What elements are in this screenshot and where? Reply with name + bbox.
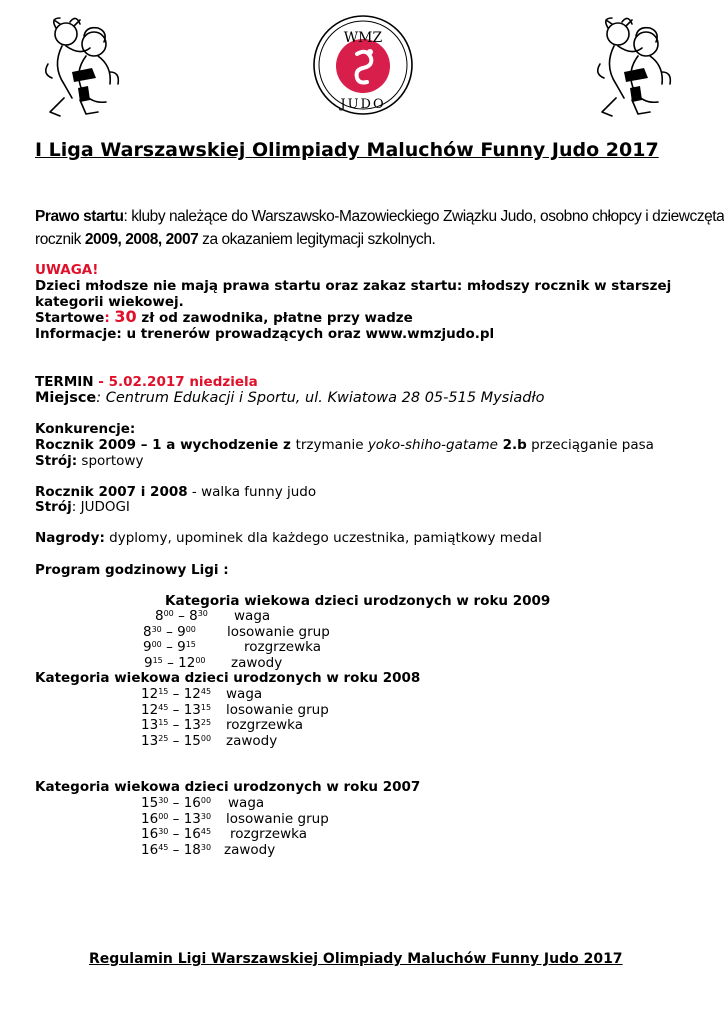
schedule-activity: losowanie grup bbox=[226, 701, 329, 718]
prawo-startu-line1 bbox=[35, 207, 724, 227]
rocznik-2009-line bbox=[35, 437, 654, 453]
time-start-hour: 8 bbox=[155, 608, 164, 624]
time-end-hour: 12 bbox=[178, 654, 196, 671]
rocznik-2009-technique: yoko-shiho-gatame bbox=[367, 437, 498, 453]
time-dash: – bbox=[161, 639, 178, 655]
schedule-time bbox=[155, 608, 208, 624]
schedule-activity: waga bbox=[234, 608, 271, 624]
schedule-activity: rozgrzewka bbox=[244, 639, 322, 655]
time-dash: – bbox=[168, 717, 184, 733]
prawo-startu-line2 bbox=[35, 230, 435, 250]
time-end-minute: 30 bbox=[200, 811, 212, 821]
time-start-hour: 16 bbox=[141, 810, 159, 827]
schedule-time bbox=[141, 795, 211, 811]
time-end-hour: 18 bbox=[183, 841, 201, 858]
time-end-hour: 9 bbox=[177, 623, 186, 640]
footer-regulamin: Regulamin Ligi Warszawskiej Olimpiady Maluchów Funny Judo 2017 bbox=[89, 951, 623, 967]
judo-kids-illustration-left bbox=[36, 14, 126, 120]
time-start-minute: 15 bbox=[152, 655, 163, 665]
time-end-minute: 00 bbox=[200, 733, 212, 743]
time-end-hour: 9 bbox=[177, 639, 186, 655]
startowe-label: Startowe bbox=[35, 310, 105, 326]
kat-2009-title: Kategoria wiekowa dzieci urodzonych w roku 2009 bbox=[165, 593, 551, 609]
kat-2007-title: Kategoria wiekowa dzieci urodzonych w roku 2007 bbox=[35, 779, 421, 795]
time-end-hour: 13 bbox=[183, 810, 201, 827]
miejsce-line bbox=[35, 389, 544, 407]
rocznik-suffix: za okazaniem legitymacji szkolnych. bbox=[198, 231, 436, 248]
stroj-2-line bbox=[35, 499, 130, 515]
judo-kids-illustration-right bbox=[588, 14, 678, 120]
time-start-hour: 13 bbox=[141, 717, 159, 733]
nagrody-value: dyplomy, upominek dla każdego uczestnika, pamiątkowy medal bbox=[104, 530, 542, 546]
rocznik-2007-label: Rocznik 2007 i 2008 bbox=[35, 484, 188, 500]
termin-date: 5.02.2017 niedziela bbox=[108, 374, 258, 390]
time-start-minute: 30 bbox=[151, 624, 162, 634]
startowe-amount: 30 bbox=[114, 307, 137, 326]
schedule-time bbox=[141, 733, 211, 749]
uwaga-line2: kategorii wiekowej. bbox=[35, 294, 184, 310]
time-end-minute: 00 bbox=[200, 796, 212, 805]
logo-top-text: WMZ bbox=[343, 30, 383, 46]
stroj-1-line bbox=[35, 453, 143, 469]
time-dash: – bbox=[173, 608, 190, 624]
time-end-minute: 30 bbox=[197, 609, 208, 618]
time-start-minute: 25 bbox=[158, 733, 169, 743]
time-start-hour: 12 bbox=[141, 686, 159, 702]
termin-line bbox=[35, 374, 258, 390]
time-start-minute: 30 bbox=[158, 827, 169, 836]
program-label: Program godzinowy Ligi : bbox=[35, 562, 229, 578]
nagrody-label: Nagrody: bbox=[35, 530, 105, 546]
stroj-1-label: Strój: bbox=[35, 453, 78, 469]
kat-2008-title: Kategoria wiekowa dzieci urodzonych w roku 2008 bbox=[35, 670, 421, 686]
schedule-time bbox=[141, 686, 211, 702]
rocznik-2007-value: - walka funny judo bbox=[187, 484, 317, 500]
konkurencje-label: Konkurencje: bbox=[35, 421, 136, 437]
rocznik-2009-end: przeciąganie pasa bbox=[526, 437, 654, 453]
rocznik-2009-b: 2.b bbox=[497, 437, 527, 453]
time-end-minute: 00 bbox=[185, 624, 196, 634]
schedule-activity: zawody bbox=[226, 732, 278, 749]
rocznik-2007-line bbox=[35, 484, 316, 500]
schedule-time bbox=[143, 639, 196, 655]
time-dash: – bbox=[168, 701, 184, 718]
time-start-hour: 12 bbox=[141, 701, 159, 718]
schedule-time bbox=[141, 702, 211, 718]
time-end-minute: 30 bbox=[200, 842, 212, 852]
time-end-hour: 15 bbox=[183, 732, 201, 749]
startowe-rest: zł od zawodnika, płatne przy wadze bbox=[136, 310, 413, 326]
rocznik-years: 2009, 2008, 2007 bbox=[84, 231, 199, 248]
time-start-minute: 30 bbox=[158, 796, 169, 805]
time-start-hour: 16 bbox=[141, 841, 159, 858]
time-end-hour: 13 bbox=[183, 701, 201, 718]
time-dash: – bbox=[168, 810, 184, 827]
prawo-startu-label: Prawo startu bbox=[35, 208, 124, 225]
time-start-minute: 15 bbox=[158, 718, 169, 727]
schedule-time bbox=[141, 842, 211, 858]
startowe-line bbox=[35, 309, 413, 326]
time-end-minute: 15 bbox=[200, 702, 212, 712]
schedule-time bbox=[144, 655, 206, 671]
time-dash: – bbox=[168, 686, 184, 702]
schedule-time bbox=[141, 717, 211, 733]
time-end-minute: 45 bbox=[200, 687, 212, 696]
time-dash: – bbox=[168, 795, 184, 811]
page-title: I Liga Warszawskiej Olimpiady Maluchów Funny Judo 2017 bbox=[35, 139, 659, 161]
termin-sep: - bbox=[93, 374, 109, 390]
time-end-hour: 13 bbox=[183, 717, 201, 733]
time-start-minute: 15 bbox=[158, 687, 169, 696]
time-start-minute: 00 bbox=[163, 609, 174, 618]
prawo-startu-text: : kluby należące do Warszawsko-Mazowieckiego Związku Judo, osobno chłopcy i dziewczęta bbox=[123, 208, 724, 225]
miejsce-label: Miejsce bbox=[35, 390, 97, 406]
rocznik-prefix: rocznik bbox=[35, 231, 85, 248]
time-start-hour: 9 bbox=[143, 639, 152, 655]
time-start-minute: 00 bbox=[151, 640, 162, 649]
schedule-activity: zawody bbox=[224, 841, 276, 858]
stroj-1-value: sportowy bbox=[77, 453, 144, 469]
time-dash: – bbox=[168, 841, 184, 858]
schedule-activity: losowanie grup bbox=[226, 810, 329, 827]
time-end-minute: 45 bbox=[200, 827, 212, 836]
informacje-line: Informacje: u trenerów prowadzących oraz www.wmzjudo.pl bbox=[35, 326, 495, 342]
logo-bottom-text: JUDO bbox=[340, 97, 386, 112]
time-start-minute: 45 bbox=[158, 842, 169, 852]
time-end-minute: 15 bbox=[185, 640, 196, 649]
rocznik-2009-mid: trzymanie bbox=[295, 437, 368, 453]
time-end-hour: 16 bbox=[183, 795, 201, 811]
schedule-activity: rozgrzewka bbox=[230, 826, 308, 842]
schedule-time bbox=[141, 826, 211, 842]
time-end-hour: 12 bbox=[183, 686, 201, 702]
time-start-minute: 45 bbox=[158, 702, 169, 712]
schedule-activity: losowanie grup bbox=[227, 623, 330, 640]
time-dash: – bbox=[168, 826, 184, 842]
schedule-activity: zawody bbox=[231, 654, 283, 671]
time-start-hour: 13 bbox=[141, 732, 159, 749]
schedule-activity: waga bbox=[226, 686, 263, 702]
rocznik-2009-label: Rocznik 2009 – 1 a wychodzenie z bbox=[35, 437, 296, 453]
time-dash: – bbox=[162, 654, 179, 671]
time-start-hour: 15 bbox=[141, 795, 159, 811]
termin-label: TERMIN bbox=[35, 374, 94, 390]
time-end-minute: 00 bbox=[195, 655, 206, 665]
schedule-activity: rozgrzewka bbox=[226, 717, 304, 733]
schedule-activity: waga bbox=[228, 795, 265, 811]
time-end-minute: 25 bbox=[200, 718, 212, 727]
startowe-colon: : bbox=[104, 310, 115, 326]
time-start-hour: 16 bbox=[141, 826, 159, 842]
nagrody-line bbox=[35, 530, 542, 546]
time-end-hour: 8 bbox=[189, 608, 198, 624]
schedule-time bbox=[143, 624, 196, 640]
time-dash: – bbox=[168, 732, 184, 749]
time-end-hour: 16 bbox=[183, 826, 201, 842]
uwaga-label: UWAGA! bbox=[35, 262, 99, 278]
uwaga-line1: Dzieci młodsze nie mają prawa startu oraz zakaz startu: młodszy rocznik w starszej bbox=[35, 278, 672, 294]
time-start-hour: 9 bbox=[144, 654, 153, 671]
time-start-hour: 8 bbox=[143, 623, 152, 640]
miejsce-value: : Centrum Edukacji i Sportu, ul. Kwiatowa 28 05-515 Mysiadło bbox=[96, 390, 545, 406]
stroj-2-value: : JUDOGI bbox=[71, 499, 130, 515]
time-dash: – bbox=[161, 623, 178, 640]
stroj-2-label: Strój bbox=[35, 499, 72, 515]
time-start-minute: 00 bbox=[158, 811, 169, 821]
schedule-time bbox=[141, 811, 211, 827]
wmz-judo-logo bbox=[312, 14, 414, 116]
